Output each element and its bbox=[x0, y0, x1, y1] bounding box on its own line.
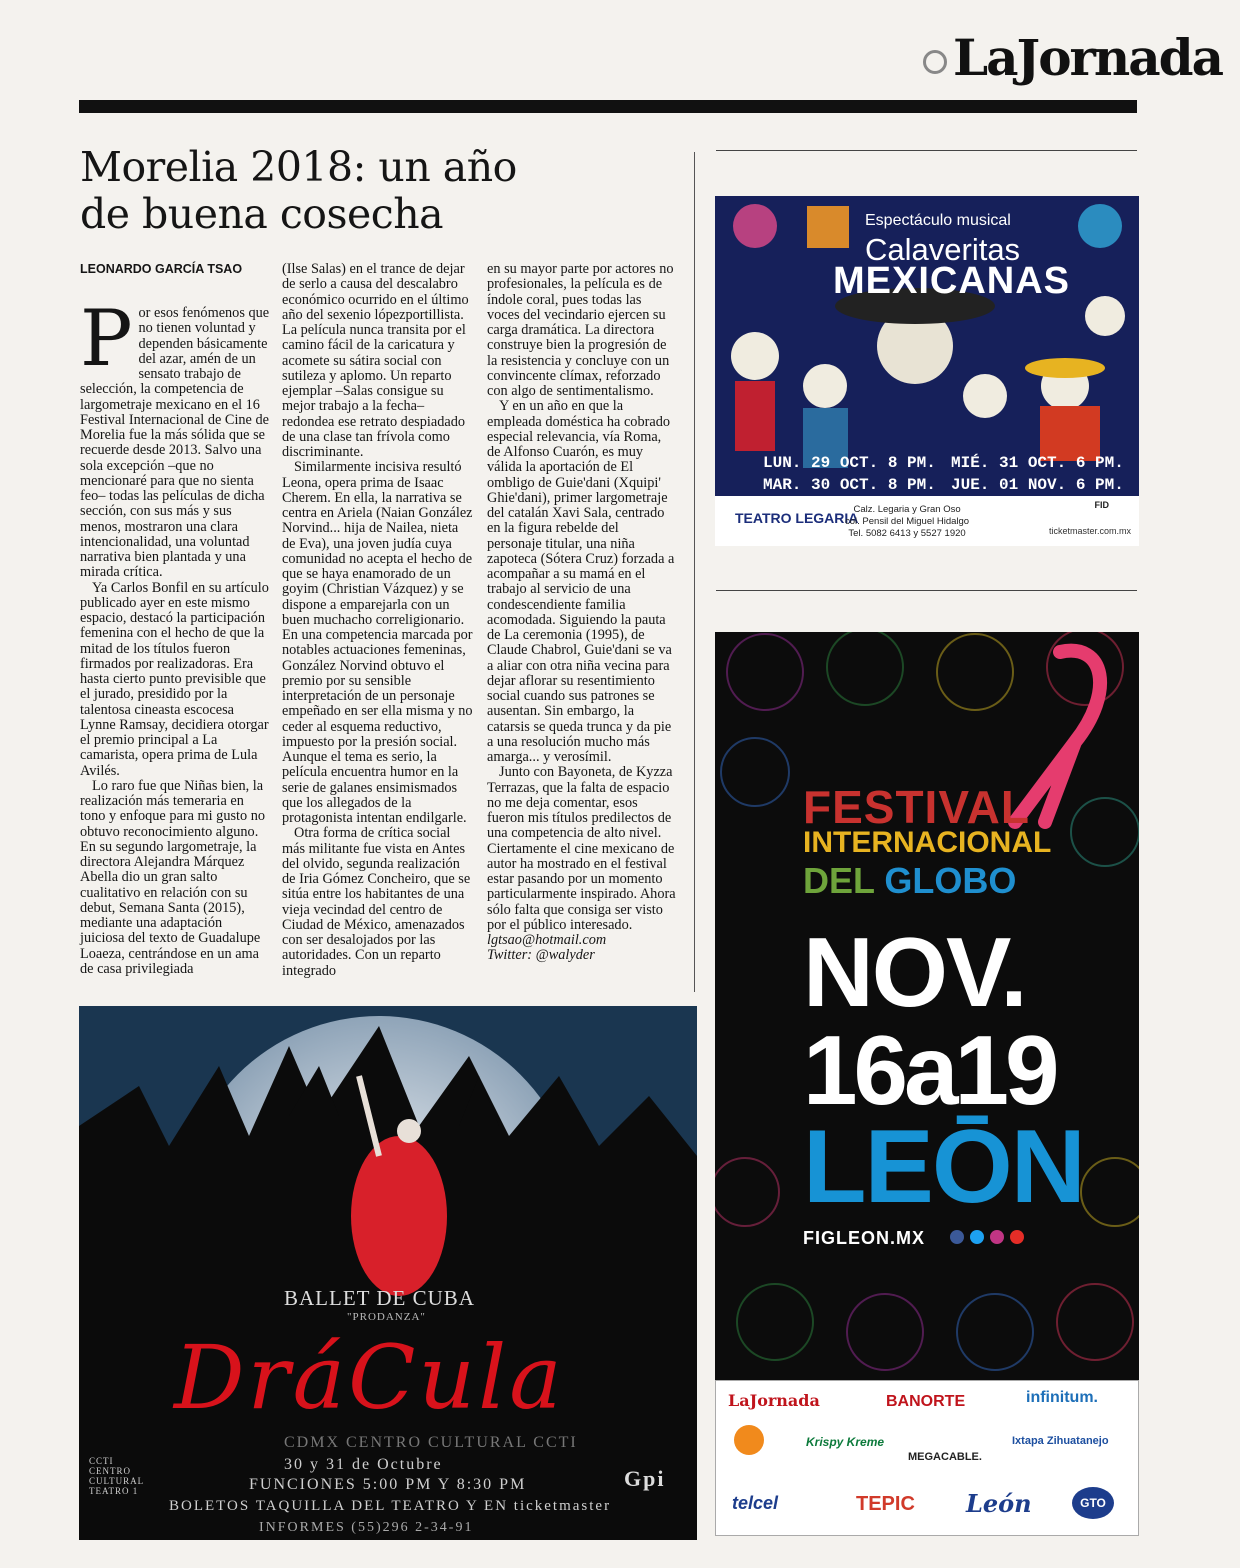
calaveritas-title-1: Calaveritas bbox=[865, 232, 1021, 267]
sponsor-infinitum: infinitum. bbox=[1026, 1389, 1098, 1406]
dracula-showtimes: FUNCIONES 5:00 PM Y 8:30 PM bbox=[249, 1476, 527, 1493]
ccti-logo: CCTI CENTRO CULTURAL TEATRO 1 bbox=[89, 1456, 144, 1496]
internacional-word: INTERNACIONAL bbox=[803, 826, 1052, 859]
sponsor-gto: GTO bbox=[1072, 1487, 1114, 1519]
sponsor-ixtapa: Ixtapa Zihuatanejo bbox=[1012, 1435, 1109, 1447]
address-line: Calz. Legaria y Gran Oso bbox=[853, 504, 961, 515]
paragraph: Y en un año en que la empleada doméstica ha cobrado especial relevancia, vía Roma, de Alfonso Cuarón, es muy válida la aportación de El ombligo de Guie'dani (Xquipi' Ghie'dani), primer largometraje del catalán Xavi Sala, centrado en la figura rebelde del personaje titular, una niña zapoteca (Sótera Cruz) forzada a acompañar a su mamá en el trabajo al servicio de una condescendiente familia acomodada. Siguiendo la pauta de La ceremonia (1995), de Claude Chabrol, Guie'dani se va a aliar con otra niña vecina para dejar aflorar su resentimiento social cuando sus patrones se ausentan. Sin embargo, la catarsis se queda trunca y da pie a una resolución mucho más amarga... y verosímil. bbox=[487, 398, 675, 765]
youtube-icon[interactable] bbox=[1010, 1230, 1024, 1244]
dracula-venue: CDMX CENTRO CULTURAL CCTI bbox=[284, 1434, 578, 1451]
show-date: MIÉ. 31 OCT. 6 PM. bbox=[951, 454, 1124, 472]
address-line: col. Pensil del Miguel Hidalgo bbox=[845, 516, 970, 527]
article-column-2 bbox=[282, 262, 474, 979]
column-divider bbox=[694, 152, 695, 992]
sponsor-tepic: TEPIC bbox=[856, 1493, 915, 1515]
paragraph: Junto con Bayoneta, de Kyzza Terrazas, que la falta de espacio no me deja comentar, esos fueron mis títulos predilectos de una competencia de alto nivel. Ciertamente el cine mexicano de autor ha mostrado en el festival estar pasando por un momento particularmente inspirado. Ahora sólo falta que consiga ser visto por el público interesado. bbox=[487, 764, 676, 933]
ad-festival-globo bbox=[715, 632, 1139, 1380]
paragraph: Ya Carlos Bonfil en su artículo publicado ayer en este mismo espacio, destacó la participación femenina con el hecho de que la mitad de los títulos fueron firmados por realizadoras. Era hasta cierto punto previsible que el jurado, presidido por la talentosa cineasta escocesa Lynne Ramsay, decidiera otorgar el premio principal a La camarista, opera prima de Lula Avilés. bbox=[80, 579, 269, 779]
dracula-title: DráCula bbox=[174, 1326, 565, 1429]
paragraph: Similarmente incisiva resultó Leona, opera prima de Isaac Cherem. En ella, la narrativa se centra en Ariela (Naian González Norvind... hija de Nailea, nieta de Eva), una joven judía cuya comunidad no acepta el hecho de que se haya enamorado de un goyim (Christian Vázquez) y se dispone a emparejarla con un buen muchacho correligionario. En una competencia marcada por notables actuaciones femeninas, González Norvind obtuvo el premio por su sensible interpretación de un personaje empeñado en ser ella misma y no ceder al esquema reductivo, impuesto por la presión social. Aunque el tema es serio, la película encuentra humor en la serie de galanes ensimismados que los allegados de la protagonista intentan endilgarle. bbox=[282, 459, 473, 826]
instagram-icon[interactable] bbox=[990, 1230, 1004, 1244]
headline-line-1: Morelia 2018: un año bbox=[80, 143, 517, 191]
drop-cap: P bbox=[80, 294, 133, 384]
masthead-text: LaJornada bbox=[952, 28, 1222, 87]
byline: LEONARDO GARCÍA TSAO bbox=[80, 262, 243, 276]
ad-dracula bbox=[79, 1006, 697, 1540]
fid-logo: FID bbox=[1094, 500, 1109, 510]
del-word: DEL bbox=[803, 860, 875, 901]
festival-city: LEŌN bbox=[803, 1109, 1084, 1225]
venue-address bbox=[845, 504, 969, 540]
headline bbox=[80, 144, 690, 238]
paragraph bbox=[80, 294, 270, 581]
ballet-company: BALLET DE CUBA bbox=[284, 1286, 475, 1310]
ad-calaveritas bbox=[715, 196, 1139, 546]
top-rule bbox=[79, 100, 1137, 113]
show-date: LUN. 29 OCT. 8 PM. bbox=[763, 454, 936, 472]
sponsor-banorte: BANORTE bbox=[886, 1393, 966, 1410]
twitter-icon[interactable] bbox=[970, 1230, 984, 1244]
festival-month: NOV. bbox=[803, 917, 1026, 1027]
sponsor-telcel: telcel bbox=[732, 1493, 779, 1513]
logo-mark-icon bbox=[923, 50, 947, 74]
festival-days: 16a19 bbox=[803, 1015, 1056, 1125]
article-column-1 bbox=[80, 294, 270, 977]
ticketmaster-link[interactable]: ticketmaster.com.mx bbox=[1048, 526, 1131, 536]
del-globo-line bbox=[803, 860, 1016, 902]
sponsor-logos bbox=[715, 1380, 1139, 1536]
masthead-logo bbox=[923, 28, 1222, 87]
producer: "PRODANZA" bbox=[347, 1311, 426, 1323]
calaveritas-title-2: MEXICANAS bbox=[833, 260, 1071, 302]
dracula-dates: 30 y 31 de Octubre bbox=[284, 1456, 443, 1473]
dracula-tickets: BOLETOS TAQUILLA DEL TEATRO Y EN ticketmaster bbox=[169, 1498, 612, 1514]
gpi-logo: Gpi bbox=[624, 1466, 666, 1491]
calaveritas-subtitle: Espectáculo musical bbox=[865, 212, 1011, 229]
festival-word: FESTIVAL bbox=[803, 781, 1030, 833]
sponsor-leon: León bbox=[966, 1489, 1032, 1518]
teatro-legaria-logo: TEATRO LEGARIA bbox=[735, 510, 859, 526]
show-date: MAR. 30 OCT. 8 PM. bbox=[763, 476, 936, 494]
article-column-3 bbox=[487, 262, 677, 964]
paragraph: Otra forma de crítica social más militante fue vista en Antes del olvido, segunda realización de Iria Gómez Concheiro, que se sitúa entre los habitantes de una vieja vecindad del centro de Ciudad de México, amenazados con ser desalojados por las autoridades. Con un reparto integrado bbox=[282, 825, 471, 979]
author-twitter: Twitter: @walyder bbox=[487, 947, 595, 964]
festival-website[interactable]: FIGLEON.MX bbox=[803, 1228, 925, 1248]
headline-line-2: de buena cosecha bbox=[80, 190, 444, 238]
ad-top-rule bbox=[716, 150, 1137, 151]
paragraph: (Ilse Salas) en el trance de dejar de serlo a causa del descalabro económico ocurrido en el último año del sexenio lópezportillista. La película nunca transita por el camino fácil de la caricatura y acomete su sátira social con sutileza y aplomo. Un reparto ejemplar –Salas consigue su mejor trabajo a la fecha– redondea ese retrato despiadado de una clase tan frívola como discriminante. bbox=[282, 261, 469, 460]
venue-strip bbox=[715, 496, 1139, 546]
globo-word: GLOBO bbox=[884, 860, 1017, 901]
facebook-icon[interactable] bbox=[950, 1230, 964, 1244]
sponsor-lajornada: LaJornada bbox=[728, 1391, 820, 1410]
show-date: JUE. 01 NOV. 6 PM. bbox=[951, 476, 1124, 494]
address-line: Tel. 5082 6413 y 5527 1920 bbox=[848, 528, 966, 539]
sponsor-roja-logo bbox=[734, 1425, 764, 1455]
paragraph-text: or esos fenómenos que no tienen voluntad y dependen básicamente del azar, amén de un sensato trabajo de selección, la competencia de largometraje mexicano en el 16 Festival Internacional de Cine de Morelia fue la más sólida que se recuerde desde 2013. Salvo una sola excepción –que no mencionaré para que no sienta feo– todas las películas de dicha sección, con sus más y sus menos, mostraron una clara intencionalidad, una voluntad narrativa bien plantada y una mirada crítica. bbox=[80, 305, 270, 581]
dracula-phone: INFORMES (55)296 2-34-91 bbox=[259, 1520, 474, 1535]
paragraph: en su mayor parte por actores no profesionales, la película es de índole coral, pues todas las voces del vecindario ejercen su carga dramática. La directora construye bien la progresión de la resistencia y concluye con un convincente clímax, reforzado con algo de sentimentalismo. bbox=[487, 261, 674, 399]
social-icons bbox=[950, 1230, 1024, 1244]
sponsor-krispy-kreme: Krispy Kreme bbox=[806, 1435, 885, 1449]
sponsor-megacable: MEGACABLE. bbox=[908, 1451, 982, 1463]
ad-separator-rule bbox=[716, 590, 1137, 591]
paragraph: Lo raro fue que Niñas bien, la realización más temeraria en tono y enfoque para mi gusto no obtuvo reconocimiento alguno. En su segundo largometraje, la directora Alejandra Márquez Abella dio un gran salto cualitativo en relación con su debut, Semana Santa (2015), mediante una adaptación juiciosa del texto de Guadalupe Loaeza, centrándose en un ama de casa privilegiada bbox=[80, 777, 266, 977]
author-email[interactable]: lgtsao@hotmail.com bbox=[487, 932, 607, 948]
